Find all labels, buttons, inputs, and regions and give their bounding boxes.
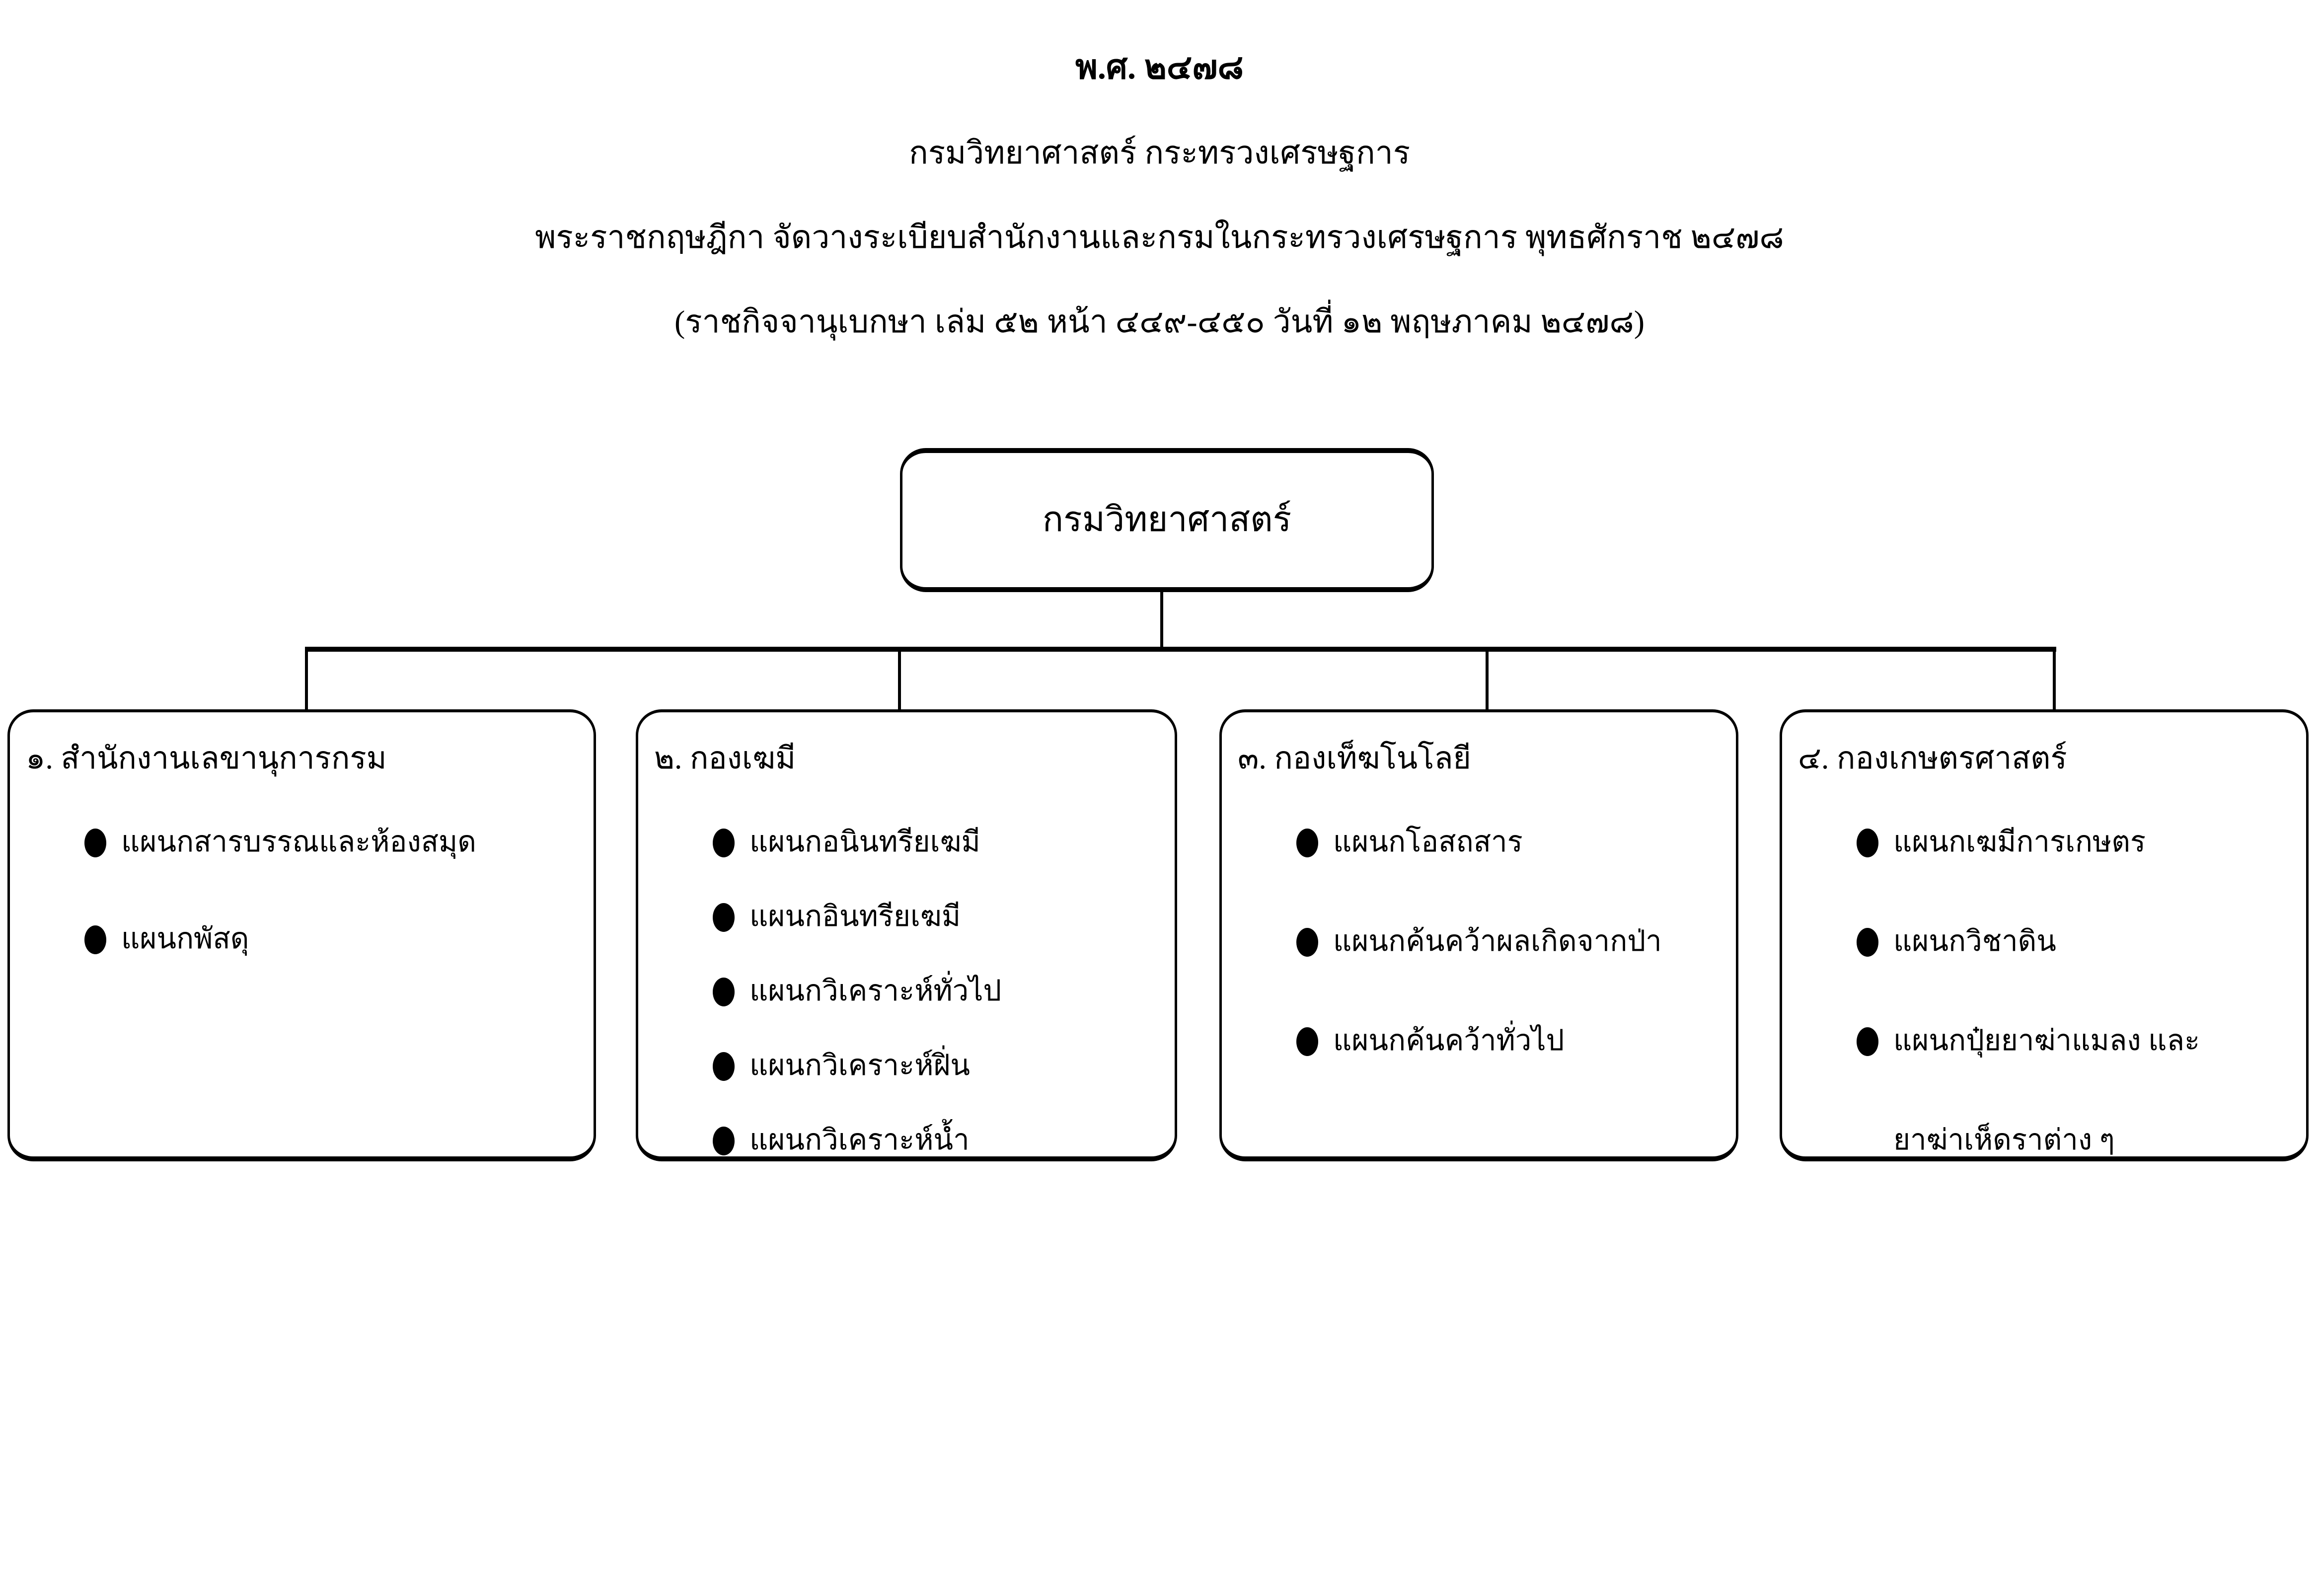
unit-list (84, 821, 589, 1014)
dept-box-technology (1219, 709, 1738, 1161)
unit-label: แผนกค้นคว้าผลเกิดจากป่า (1333, 925, 1662, 957)
unit-label: แผนกโอสถสาร (1333, 826, 1523, 858)
dept-box-secretariat (7, 709, 596, 1161)
unit-label: แผนกวิเคราะห์ฝิ่น (749, 1049, 971, 1081)
unit-item (1296, 821, 1731, 920)
unit-item (713, 1119, 1170, 1193)
unit-label: แผนกค้นคว้าทั่วไป (1333, 1024, 1565, 1057)
unit-item (713, 895, 1170, 970)
bullet-icon (1296, 1027, 1318, 1056)
unit-label: แผนกพัสดุ (121, 922, 249, 955)
bullet-icon (713, 829, 735, 857)
bullet-icon (713, 1127, 735, 1155)
unit-item (713, 970, 1170, 1044)
bullet-icon (713, 1052, 735, 1081)
bullet-icon (84, 829, 106, 857)
royal-decree-title: พระราชกฤษฎีกา จัดวางระเบียบสำนักงานและกรมในกระทรวงเศรษฐการ พุทธศักราช ๒๔๗๘ (535, 220, 1784, 255)
connector-horizontal-bar (305, 647, 2056, 652)
unit-label: แผนกอนินทรียเฆมี (749, 826, 980, 858)
unit-label: แผนกสารบรรณและห้องสมุด (121, 826, 476, 858)
bullet-icon (1296, 829, 1318, 857)
connector-drop-4 (2053, 650, 2056, 711)
connector-drop-2 (898, 650, 901, 711)
connector-drop-3 (1486, 650, 1489, 711)
unit-item (1857, 920, 2301, 1019)
connector-drop-1 (305, 650, 308, 711)
connector-root-vertical (1160, 591, 1163, 649)
dept-title: ๔. กองเกษตรศาสตร์ (1798, 742, 2067, 775)
dept-title: ๑. สำนักงานเลขานุการกรม (26, 742, 387, 775)
unit-item (713, 1044, 1170, 1119)
dept-title: ๒. กองเฆมี (654, 742, 796, 775)
dept-box-agricultural-science (1780, 709, 2309, 1161)
dept-title: ๓. กองเท็ฆโนโลยี (1238, 742, 1471, 775)
bullet-icon (713, 978, 735, 1006)
unit-list (1296, 821, 1731, 1119)
bullet-icon (1857, 829, 1878, 857)
unit-label: แผนกวิเคราะห์ทั่วไป (749, 975, 1002, 1007)
bullet-icon (84, 925, 106, 954)
unit-label: แผนกวิเคราะห์น้ำ (749, 1124, 970, 1156)
bullet-icon (1857, 928, 1878, 957)
gazette-reference: (ราชกิจจานุเบกษา เล่ม ๕๒ หน้า ๔๔๙-๔๕๐ วันที่ ๑๒ พฤษภาคม ๒๔๗๘) (674, 304, 1645, 339)
bullet-icon (1296, 928, 1318, 957)
unit-item (84, 917, 589, 1014)
unit-label: ยาฆ่าเห็ดราต่าง ๆ (1893, 1124, 2115, 1156)
unit-label: แผนกปุ๋ยยาฆ่าแมลง และ (1893, 1024, 2200, 1057)
unit-item (1857, 1019, 2301, 1119)
dept-box-chemistry (636, 709, 1177, 1161)
unit-item (1296, 920, 1731, 1019)
unit-label: แผนกอินทรียเฆมี (749, 900, 961, 932)
root-node-label: กรมวิทยาศาสตร์ (1042, 501, 1292, 539)
unit-item (1296, 1019, 1731, 1119)
root-node-box (900, 448, 1434, 592)
unit-item-continuation (1857, 1119, 2301, 1193)
unit-item (1857, 821, 2301, 920)
unit-list (713, 821, 1170, 1193)
bullet-icon (713, 903, 735, 932)
unit-list (1857, 821, 2301, 1193)
bullet-icon (1857, 1027, 1878, 1056)
unit-label: แผนกเฆมีการเกษตร (1893, 826, 2146, 858)
era-title: พ.ศ. ๒๔๗๘ (1075, 48, 1244, 86)
unit-item (84, 821, 589, 917)
unit-label: แผนกวิชาดิน (1893, 925, 2056, 957)
unit-item (713, 821, 1170, 895)
department-ministry-title: กรมวิทยาศาสตร์ กระทรวงเศรษฐการ (908, 135, 1411, 170)
